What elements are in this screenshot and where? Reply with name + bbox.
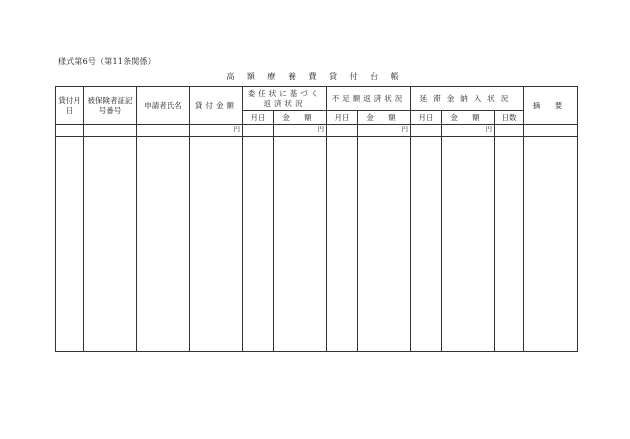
subheader-overdue-month-day: 月日: [411, 111, 442, 125]
header-insured-id: 被保険者証記号番号: [84, 87, 137, 125]
loan-ledger-table: [55, 86, 578, 352]
cell-applicant-name: [137, 125, 190, 137]
cell-loan-date: [56, 125, 84, 137]
subheader-delegation-month-day: 月日: [243, 111, 274, 125]
subheader-shortfall-month-day: 月日: [327, 111, 358, 125]
body-insured-id: [84, 137, 137, 352]
body-overdue-days: [495, 137, 524, 352]
body-remarks: [524, 137, 578, 352]
body-overdue-month-day: [411, 137, 442, 352]
body-delegation-month-day: [243, 137, 274, 352]
body-shortfall-amount: [358, 137, 411, 352]
header-applicant-name: 申請者氏名: [137, 87, 190, 125]
header-overdue-status: 延滞金納入状況: [411, 87, 524, 111]
header-shortfall-status: 不足額返済状況: [327, 87, 411, 111]
cell-shortfall-month-day: [327, 125, 358, 137]
cell-loan-amount-yen-unit: 円: [190, 125, 243, 137]
form-number: 様式第6号（第11条関係）: [58, 57, 156, 66]
cell-delegation-amount-yen-unit: 円: [274, 125, 327, 137]
cell-overdue-days: [495, 125, 524, 137]
cell-insured-id: [84, 125, 137, 137]
header-delegation-status: 委任状に基づく返済状況: [243, 87, 327, 111]
header-loan-amount: 貸付金額: [190, 87, 243, 125]
form-title: 高 額 療 養 費 貸 付 台 帳: [226, 72, 404, 81]
body-shortfall-month-day: [327, 137, 358, 352]
body-applicant-name: [137, 137, 190, 352]
cell-delegation-month-day: [243, 125, 274, 137]
header-remarks: 摘 要: [524, 87, 578, 125]
cell-overdue-month-day: [411, 125, 442, 137]
subheader-delegation-amount: 金 額: [274, 111, 327, 125]
subheader-overdue-amount: 金 額: [442, 111, 495, 125]
body-loan-amount: [190, 137, 243, 352]
cell-overdue-amount-yen-unit: 円: [442, 125, 495, 137]
body-delegation-amount: [274, 137, 327, 352]
subheader-overdue-days: 日数: [495, 111, 524, 125]
body-loan-date: [56, 137, 84, 352]
body-overdue-amount: [442, 137, 495, 352]
cell-shortfall-amount-yen-unit: 円: [358, 125, 411, 137]
subheader-shortfall-amount: 金 額: [358, 111, 411, 125]
header-loan-date: 貸付月日: [56, 87, 84, 125]
cell-remarks: [524, 125, 578, 137]
